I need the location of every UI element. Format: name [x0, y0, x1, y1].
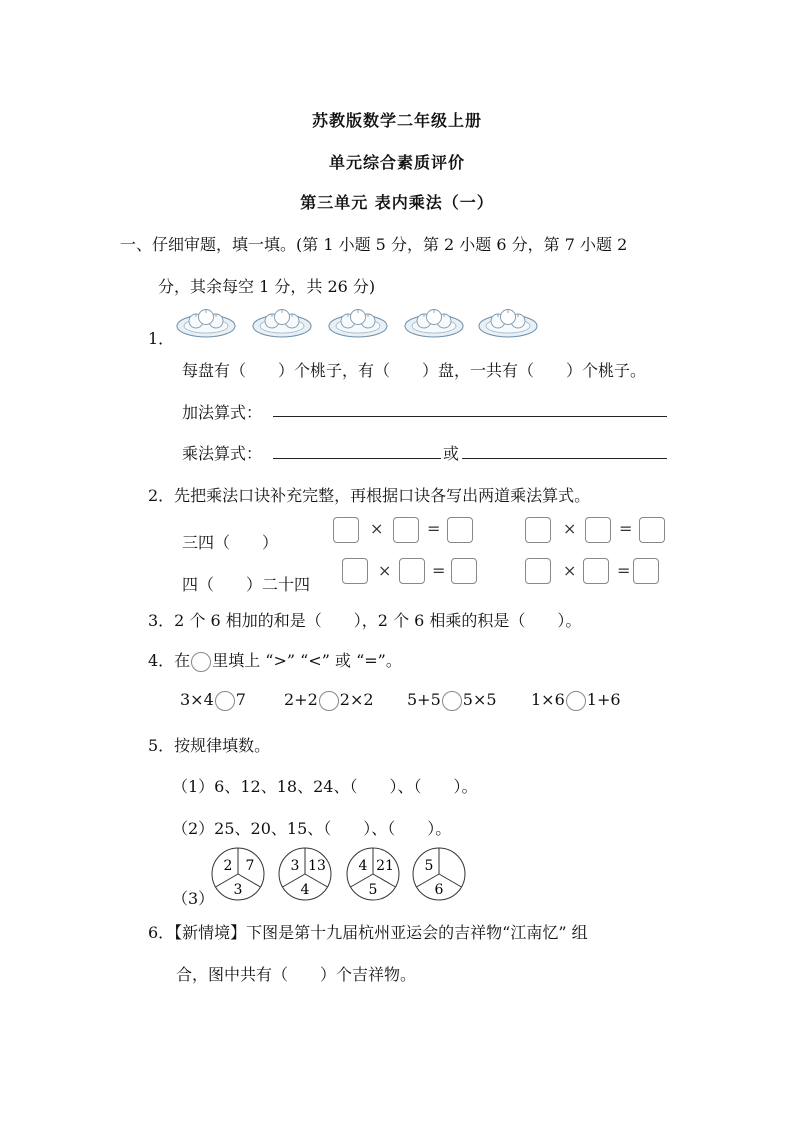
circle-value-b: 21	[376, 858, 394, 874]
circle-value-c: 3	[233, 882, 243, 898]
q6-line2: 合，图中共有（ ）个吉祥物。	[176, 965, 417, 984]
equals-sign: =	[619, 519, 633, 538]
q2-row2-label: 四（ ）二十四	[182, 575, 311, 594]
answer-box[interactable]	[399, 558, 425, 584]
q1-addition-label: 加法算式：	[182, 403, 263, 422]
circle-value-a: 2	[223, 858, 233, 874]
times-sign: ×	[563, 561, 577, 580]
compare-right: 5×5	[462, 690, 497, 709]
q5-text: 5．按规律填数。	[148, 736, 271, 755]
compare-right: 7	[235, 690, 246, 709]
compare-item	[407, 690, 497, 711]
answer-box[interactable]	[525, 558, 551, 584]
multiplication-answer-line-1[interactable]	[273, 458, 441, 459]
compare-left: 1×6	[531, 690, 565, 709]
q1-multiplication-label: 乘法算式：	[182, 444, 263, 463]
section-heading-line1: 一、仔细审题，填一填。(第 1 小题 5 分，第 2 小题 6 分，第 7 小题 2	[120, 235, 628, 254]
circle-value-b: 13	[308, 858, 326, 874]
answer-box[interactable]	[342, 558, 368, 584]
q3-text: 3．2 个 6 相加的和是（ ），2 个 6 相乘的积是（ ）。	[148, 611, 582, 630]
q5-part1: （1）6、12、18、24、（ ）、（ ）。	[172, 777, 478, 796]
compare-left: 5+5	[407, 690, 441, 709]
number-circle	[212, 848, 264, 900]
answer-box[interactable]	[447, 517, 473, 543]
section-heading-line2: 分，其余每空 1 分，共 26 分)	[158, 277, 376, 296]
q6-line1: 6．【新情境】下图是第十九届杭州亚运会的吉祥物“江南忆” 组	[148, 923, 588, 942]
number-circles	[210, 846, 470, 902]
compare-item	[180, 690, 246, 711]
compare-right: 1+6	[586, 690, 621, 709]
answer-box[interactable]	[633, 558, 659, 584]
q1-or-text: 或	[443, 444, 460, 463]
answer-box[interactable]	[451, 558, 477, 584]
q2-text: 2．先把乘法口诀补充完整，再根据口诀各写出两道乘法算式。	[148, 486, 591, 505]
compare-item	[531, 690, 621, 711]
number-circle	[413, 848, 465, 900]
circle-value-a: 4	[358, 858, 368, 874]
equals-sign: =	[432, 561, 446, 580]
circle-value-a: 5	[424, 858, 434, 874]
compare-circle[interactable]	[319, 691, 339, 711]
circle-value-b: 7	[245, 858, 255, 874]
circle-value-c: 6	[434, 882, 444, 898]
document-subtitle: 单元综合素质评价	[328, 153, 465, 172]
equals-sign: =	[617, 561, 631, 580]
compare-left: 3×4	[180, 690, 214, 709]
compare-left: 2+2	[284, 690, 318, 709]
compare-item	[284, 690, 374, 711]
times-sign: ×	[563, 519, 577, 538]
number-circle	[279, 848, 331, 900]
answer-box[interactable]	[639, 517, 665, 543]
q1-question-line: 每盘有（ ）个桃子，有（ ）盘，一共有（ ）个桃子。	[182, 361, 647, 380]
answer-box[interactable]	[333, 517, 359, 543]
compare-circle[interactable]	[566, 691, 586, 711]
q4-text-after: 里填上 “>” “<” 或 “=”。	[212, 651, 402, 670]
q5-part3-label: （3）	[172, 889, 215, 908]
number-circle	[347, 848, 399, 900]
times-sign: ×	[378, 561, 392, 580]
compare-right: 2×2	[339, 690, 374, 709]
circle-value-c: 5	[368, 882, 378, 898]
answer-box[interactable]	[393, 517, 419, 543]
circle-value-a: 3	[290, 858, 300, 874]
circle-value-c: 4	[300, 882, 310, 898]
q4-text-before: 4．在	[148, 651, 191, 670]
compare-circle[interactable]	[442, 691, 462, 711]
equals-sign: =	[427, 519, 441, 538]
compare-circle[interactable]	[215, 691, 235, 711]
answer-box[interactable]	[525, 517, 551, 543]
peach-plates-image	[176, 304, 540, 340]
times-sign: ×	[370, 519, 384, 538]
q4-instruction	[148, 648, 402, 672]
answer-box[interactable]	[583, 558, 609, 584]
q2-row1-label: 三四（ ）	[182, 533, 279, 552]
answer-box[interactable]	[585, 517, 611, 543]
document-title: 苏教版数学二年级上册	[311, 111, 482, 130]
unit-title: 第三单元 表内乘法（一）	[300, 193, 494, 212]
compare-circle-icon	[191, 652, 211, 672]
multiplication-answer-line-2[interactable]	[462, 458, 667, 459]
q5-part2: （2）25、20、15、（ ）、（ ）。	[172, 819, 452, 838]
q1-number: 1．	[148, 329, 175, 348]
addition-answer-line[interactable]	[273, 416, 667, 417]
